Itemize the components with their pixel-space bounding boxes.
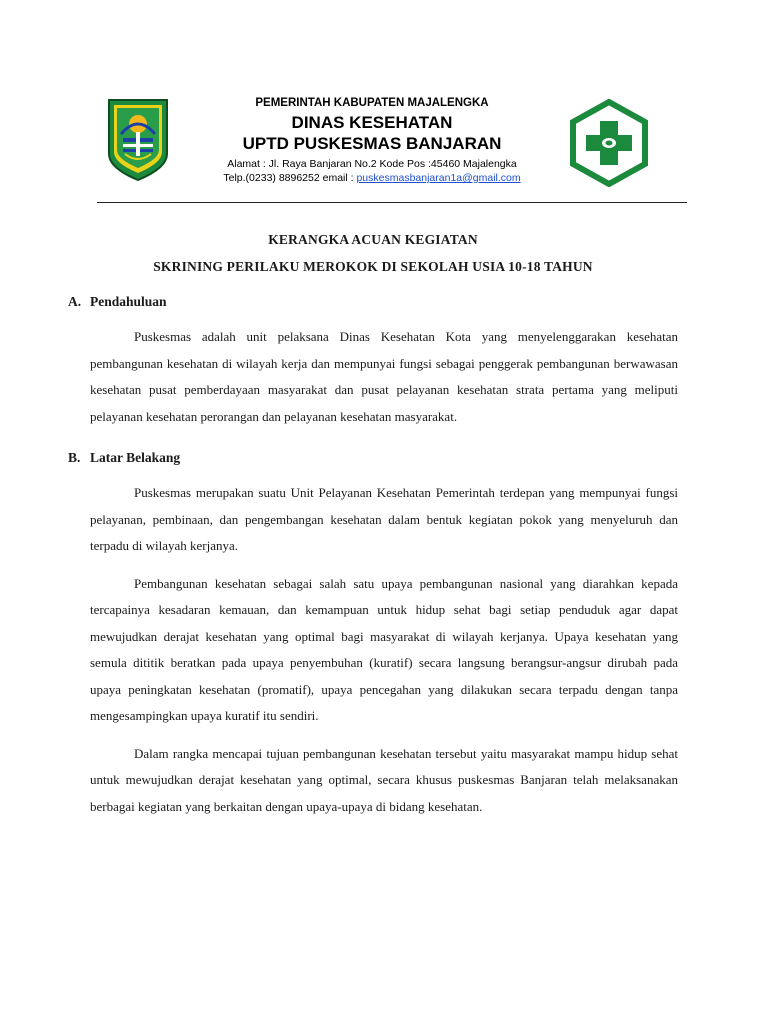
government-name: PEMERINTAH KABUPATEN MAJALENGKA — [255, 97, 489, 109]
paragraph: Puskesmas merupakan suatu Unit Pelayanan Kesehatan Pemerintah terdepan yang mempunyai fungsi pelayanan, pembinaan, dan pengembangan kesehatan dalam bentuk kegiatan pokok yang menyeluruh dan terpadu di wilayah kerjanya. — [90, 485, 678, 553]
address-line: Alamat : Jl. Raya Banjaran No.2 Kode Pos :45460 Majalengka — [227, 158, 517, 170]
section-heading-a — [68, 294, 678, 310]
department-name: DINAS KESEHATAN — [291, 113, 453, 132]
document-title: KERANGKA ACUAN KEGIATAN — [268, 232, 478, 247]
letterhead-divider — [97, 202, 687, 203]
section-title: Latar Belakang — [90, 450, 181, 465]
paragraph: Pembangunan kesehatan sebagai salah satu upaya pembangunan nasional yang diarahkan kepada tercapainya kesadaran kemauan, dan kemampuan untuk hidup sehat bagi setiap penduduk agar dapat mewujudkan derajat kesehatan yang optimal bagi masyarakat di wilayah kerjanya. Upaya kesehatan yang semula dititik beratkan pada upaya penyembuhan (kuratif) secara langsung berangsur-angsur dirubah pada upaya peningkatan kesehatan (promatif), upaya pencegahan yang dilakukan secara terpadu dengan tanpa mengesampingkan upaya kuratif itu sendiri. — [90, 575, 678, 723]
paragraph: Puskesmas adalah unit pelaksana Dinas Kesehatan Kota yang menyelenggarakan kesehatan pembangunan kesehatan di wilayah kerja dan mempunyai fungsi sebagai penggerak pembangunan berwawasan kesehatan pusat pemberdayaan masyarakat dan pusat pelayanan kesehatan strata pertama yang meliputi pelayanan kesehatan perorangan dan pelayanan kesehatan masyarakat. — [90, 329, 678, 424]
contact-line — [190, 171, 554, 185]
email-link[interactable]: puskesmasbanjaran1a@gmail.com — [356, 172, 521, 184]
letterhead — [90, 90, 686, 210]
regency-crest-icon — [105, 96, 171, 182]
document-subtitle: SKRINING PERILAKU MEROKOK DI SEKOLAH USIA 10-18 TAHUN — [153, 259, 593, 274]
section-number: B. — [68, 450, 81, 465]
puskesmas-cross-icon — [569, 99, 649, 187]
document-body — [68, 230, 678, 820]
section-heading-b — [68, 450, 678, 466]
paragraph: Dalam rangka mencapai tujuan pembangunan kesehatan tersebut yaitu masyarakat mampu hidup sehat untuk mewujudkan derajat kesehatan yang optimal, secara khusus puskesmas Banjaran telah melaksanakan berbagai kegiatan yang berkaitan dengan upaya-upaya di bidang kesehatan. — [90, 745, 678, 814]
section-number: A. — [68, 294, 82, 309]
phone-text: Telp.(0233) 8896252 email : — [223, 172, 357, 184]
unit-name: UPTD PUSKESMAS BANJARAN — [242, 134, 502, 153]
letterhead-text — [190, 92, 554, 185]
section-title: Pendahuluan — [90, 294, 167, 309]
